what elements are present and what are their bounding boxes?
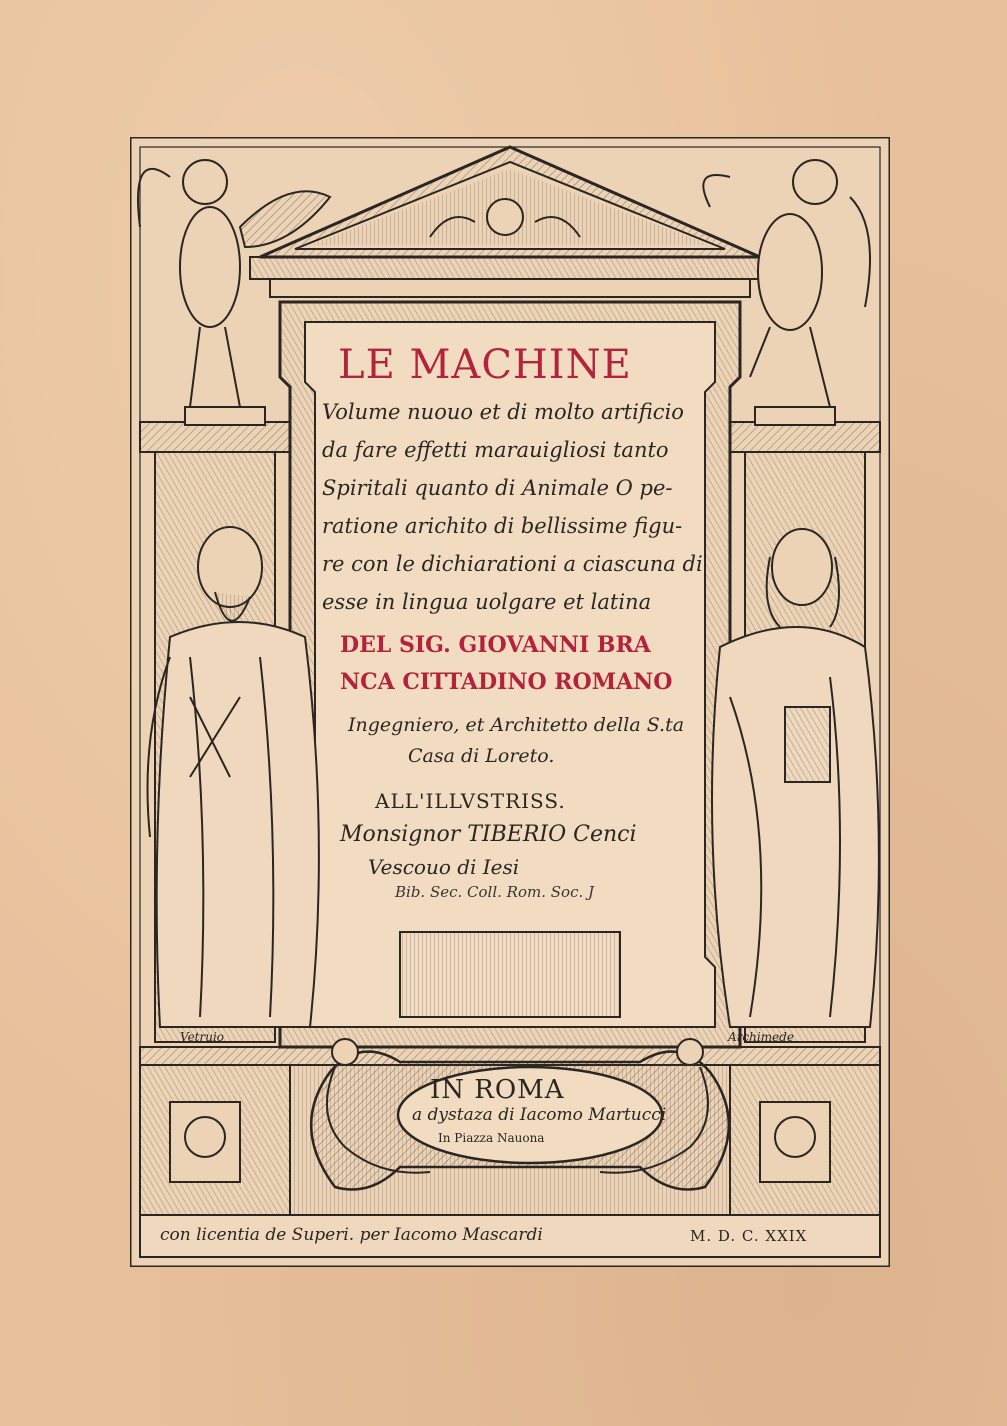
description-line-6: esse in lingua uolgare et latina bbox=[322, 590, 652, 614]
description-line-5: re con le dichiarationi a ciascuna di bbox=[322, 552, 703, 576]
figure-label-right: Archimede bbox=[728, 1030, 794, 1044]
title-page-engraving bbox=[130, 137, 890, 1267]
author-line-2: NCA CITTADINO ROMANO bbox=[340, 669, 673, 695]
footer-year: M. D. C. XXIX bbox=[690, 1227, 808, 1245]
footer-license: con licentia de Superi. per Iacomo Mascardi bbox=[160, 1225, 543, 1245]
author-role-line-1: Ingegniero, et Architetto della S.ta bbox=[348, 714, 685, 736]
library-note: Bib. Sec. Coll. Rom. Soc. J bbox=[395, 883, 595, 901]
dedication-line-3: Vescouo di Iesi bbox=[368, 855, 520, 879]
description-line-3: Spiritali quanto di Animale O pe- bbox=[322, 476, 673, 500]
description-line-1: Volume nuouo et di molto artificio bbox=[322, 400, 684, 424]
book-title: LE MACHINE bbox=[338, 342, 632, 388]
imprint-city: IN ROMA bbox=[430, 1075, 565, 1105]
author-role-line-2: Casa di Loreto. bbox=[408, 745, 555, 767]
imprint-street: In Piazza Nauona bbox=[438, 1131, 545, 1145]
figure-label-left: Vetruio bbox=[180, 1030, 225, 1044]
description-line-2: da fare effetti marauigliosi tanto bbox=[322, 438, 669, 462]
description-line-4: ratione arichito di bellissime figu- bbox=[322, 514, 683, 538]
dedication-line-2: Monsignor TIBERIO Cenci bbox=[340, 822, 637, 847]
dedication-line-1: ALL'ILLVSTRISS. bbox=[375, 789, 566, 813]
imprint-printer: a dystaza di Iacomo Martucci bbox=[412, 1105, 667, 1125]
author-line-1: DEL SIG. GIOVANNI BRA bbox=[340, 632, 651, 658]
